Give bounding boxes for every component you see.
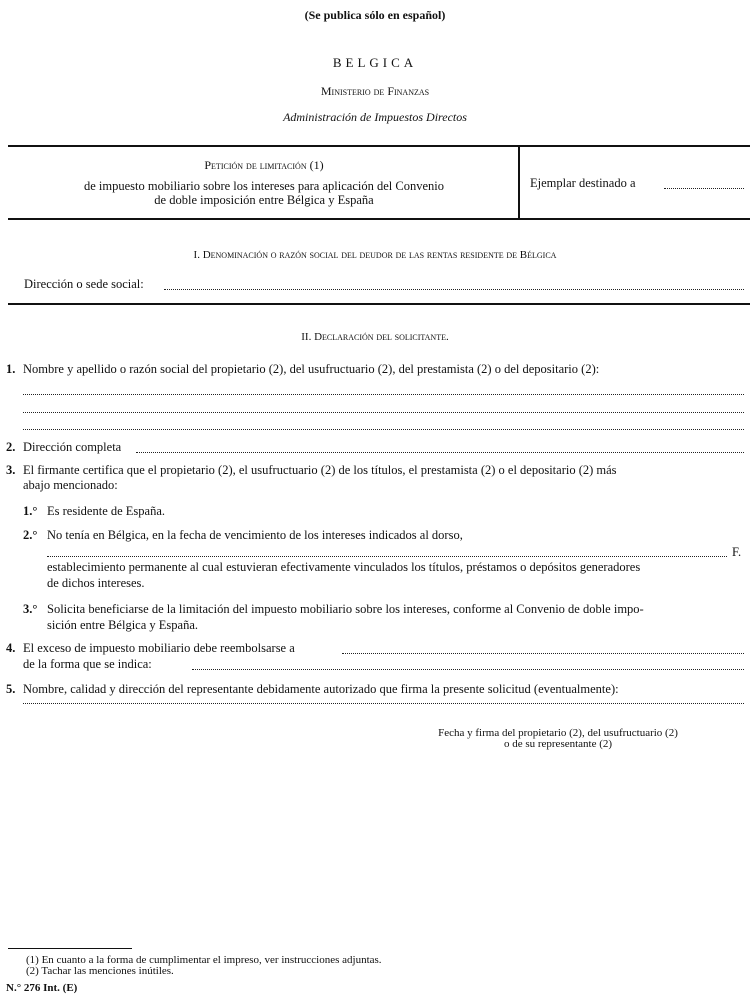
footnote-2: (2) Tachar las menciones inútiles. [26, 965, 174, 977]
sub-1-number: 1.° [23, 504, 38, 518]
item-3-text-a: El firmante certifica que el propietario (2), el usufructuario (2) de los títulos, el prestamista (2) o el depositario (2) más [23, 463, 617, 477]
footnote-1: (1) En cuanto a la forma de cumplimentar el impreso, ver instrucciones adjuntas. [26, 954, 382, 966]
address-field[interactable] [164, 289, 744, 290]
country-title: BELGICA [332, 55, 418, 70]
item-5-number: 5. [6, 682, 16, 696]
item-4-number: 4. [6, 641, 16, 655]
publication-note: (Se publica sólo en español) [304, 8, 446, 22]
ejemplar-field[interactable] [664, 188, 744, 189]
item-5-field[interactable] [23, 703, 744, 704]
section-1-heading: I. Denominación o razón social del deudor de las rentas residente de Bélgica [193, 249, 557, 261]
sub-1-text: Es residente de España. [47, 504, 166, 518]
box-top-rule [8, 145, 750, 147]
item-4-field-a[interactable] [342, 653, 744, 654]
petition-title: Petición de limitación (1) [204, 158, 324, 172]
item-1-field-line-3[interactable] [23, 429, 744, 430]
petition-line-2: de doble imposición entre Bélgica y España [154, 193, 374, 207]
item-1-text: Nombre y apellido o razón social del propietario (2), del usufructuario (2), del prestamista (2) o del depositario (2): [23, 362, 600, 376]
box-bottom-rule [8, 218, 750, 220]
item-2-number: 2. [6, 440, 16, 454]
ejemplar-label: Ejemplar destinado a [530, 176, 636, 190]
item-4-text-b: de la forma que se indica: [23, 657, 152, 671]
section-2-heading: II. Declaración del solicitante. [301, 331, 449, 343]
item-2-field[interactable] [136, 452, 744, 453]
sub-3-number: 3.° [23, 602, 38, 616]
item-1-field-line-1[interactable] [23, 394, 744, 395]
sub-2-text-b: establecimiento permanente al cual estuvieran efectivamente vinculados los títulos, préstamos o depósitos generadores [47, 560, 641, 574]
sub-3-text-a: Solicita beneficiarse de la limitación del impuesto mobiliario sobre los intereses, conforme al Convenio de doble impo- [47, 602, 644, 616]
sub-2-number: 2.° [23, 528, 38, 542]
box-divider [518, 145, 520, 220]
sub-2-field[interactable] [47, 556, 727, 557]
form-number: N.° 276 Int. (E) [6, 982, 78, 994]
signature-line-2: o de su representante (2) [503, 738, 613, 750]
item-1-number: 1. [6, 362, 16, 376]
item-1-field-line-2[interactable] [23, 412, 744, 413]
sub-3-text-b: sición entre Bélgica y España. [47, 618, 198, 632]
item-4-field-b[interactable] [192, 669, 744, 670]
sub-2-text-a: No tenía en Bélgica, en la fecha de vencimiento de los intereses indicados al dorso, [47, 528, 463, 542]
item-5-text: Nombre, calidad y dirección del representante debidamente autorizado que firma la presente solicitud (eventualmente): [23, 682, 619, 696]
ministry-name: Ministerio de Finanzas [320, 84, 430, 98]
address-label: Dirección o sede social: [24, 277, 144, 291]
item-2-text: Dirección completa [23, 440, 122, 454]
item-3-number: 3. [6, 463, 16, 477]
signature-line-1: Fecha y firma del propietario (2), del usufructuario (2) [438, 727, 678, 739]
administration-name: Administración de Impuestos Directos [283, 110, 467, 124]
item-3-text-b: abajo mencionado: [23, 478, 118, 492]
footnote-rule [8, 948, 132, 949]
sub-2-text-c: de dichos intereses. [47, 576, 145, 590]
sub-2-currency: F. [732, 545, 742, 559]
section-1-rule [8, 303, 750, 305]
item-4-text-a: El exceso de impuesto mobiliario debe reembolsarse a [23, 641, 295, 655]
petition-line-1: de impuesto mobiliario sobre los intereses para aplicación del Convenio [84, 179, 444, 193]
